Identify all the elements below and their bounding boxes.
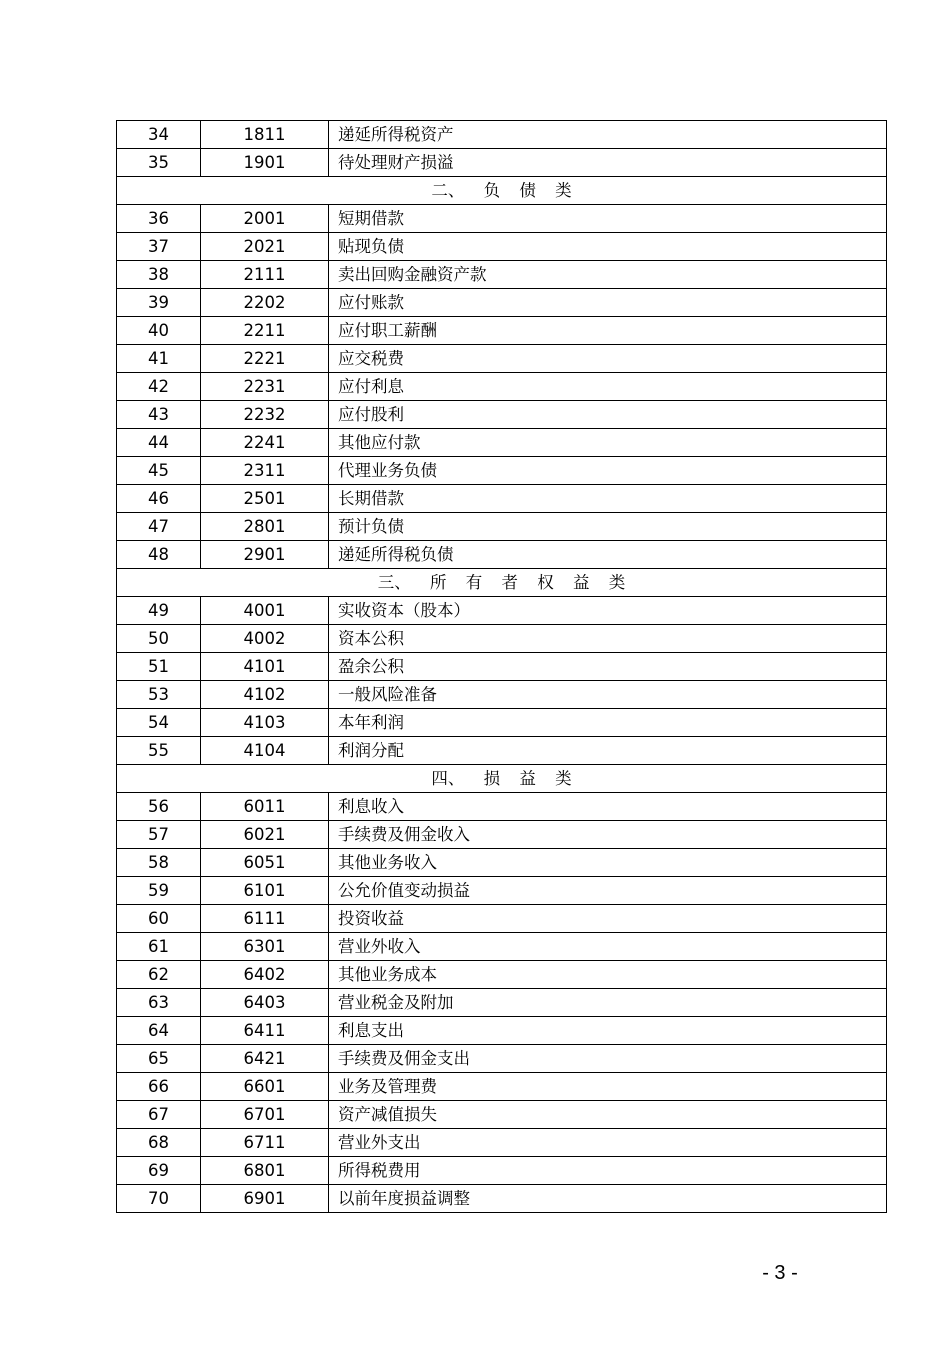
sequence-number: 68 (117, 1129, 201, 1157)
table-row (117, 989, 887, 1017)
sequence-number: 40 (117, 317, 201, 345)
account-code: 6901 (201, 1185, 329, 1213)
sequence-number: 53 (117, 681, 201, 709)
account-code: 4002 (201, 625, 329, 653)
table-row (117, 317, 887, 345)
sequence-number: 58 (117, 849, 201, 877)
sequence-number: 67 (117, 1101, 201, 1129)
account-code: 6801 (201, 1157, 329, 1185)
sequence-number: 46 (117, 485, 201, 513)
account-code: 2001 (201, 205, 329, 233)
account-code: 2231 (201, 373, 329, 401)
table-row (117, 345, 887, 373)
account-name: 递延所得税资产 (329, 121, 887, 149)
sequence-number: 42 (117, 373, 201, 401)
account-name: 应付股利 (329, 401, 887, 429)
account-code: 2801 (201, 513, 329, 541)
account-name: 业务及管理费 (329, 1073, 887, 1101)
table-row (117, 205, 887, 233)
table-row (117, 485, 887, 513)
account-name: 长期借款 (329, 485, 887, 513)
account-code: 6051 (201, 849, 329, 877)
account-name: 盈余公积 (329, 653, 887, 681)
section-title (117, 569, 887, 597)
section-title-text: 四、 损 益 类 (431, 769, 572, 788)
account-code: 6011 (201, 793, 329, 821)
account-code: 6701 (201, 1101, 329, 1129)
table-row (117, 709, 887, 737)
table-row (117, 121, 887, 149)
table-row (117, 233, 887, 261)
account-code: 4104 (201, 737, 329, 765)
table-row (117, 1045, 887, 1073)
sequence-number: 59 (117, 877, 201, 905)
table-row (117, 625, 887, 653)
sequence-number: 57 (117, 821, 201, 849)
account-name: 短期借款 (329, 205, 887, 233)
account-code: 4101 (201, 653, 329, 681)
sequence-number: 48 (117, 541, 201, 569)
account-name: 公允价值变动损益 (329, 877, 887, 905)
sequence-number: 66 (117, 1073, 201, 1101)
account-name: 营业税金及附加 (329, 989, 887, 1017)
account-code: 1901 (201, 149, 329, 177)
account-name: 卖出回购金融资产款 (329, 261, 887, 289)
account-name: 一般风险准备 (329, 681, 887, 709)
sequence-number: 60 (117, 905, 201, 933)
account-name: 其他业务收入 (329, 849, 887, 877)
sequence-number: 69 (117, 1157, 201, 1185)
sequence-number: 65 (117, 1045, 201, 1073)
sequence-number: 55 (117, 737, 201, 765)
table-row (117, 933, 887, 961)
account-code: 6301 (201, 933, 329, 961)
table-row (117, 541, 887, 569)
sequence-number: 36 (117, 205, 201, 233)
account-name: 手续费及佣金支出 (329, 1045, 887, 1073)
sequence-number: 47 (117, 513, 201, 541)
table-row (117, 1101, 887, 1129)
account-name: 利润分配 (329, 737, 887, 765)
section-header-row (117, 569, 887, 597)
account-name: 本年利润 (329, 709, 887, 737)
sequence-number: 38 (117, 261, 201, 289)
table-row (117, 737, 887, 765)
account-name: 贴现负债 (329, 233, 887, 261)
table-row (117, 289, 887, 317)
account-code: 2111 (201, 261, 329, 289)
table-row (117, 905, 887, 933)
table-row (117, 401, 887, 429)
sequence-number: 51 (117, 653, 201, 681)
table-row (117, 1185, 887, 1213)
table-row (117, 1017, 887, 1045)
sequence-number: 35 (117, 149, 201, 177)
account-name: 代理业务负债 (329, 457, 887, 485)
account-name: 利息支出 (329, 1017, 887, 1045)
account-code: 4103 (201, 709, 329, 737)
account-name: 资本公积 (329, 625, 887, 653)
sequence-number: 39 (117, 289, 201, 317)
account-code: 2021 (201, 233, 329, 261)
table-row (117, 961, 887, 989)
table-row (117, 149, 887, 177)
section-title (117, 177, 887, 205)
account-name: 资产减值损失 (329, 1101, 887, 1129)
account-code: 1811 (201, 121, 329, 149)
table-row (117, 1157, 887, 1185)
table-row (117, 513, 887, 541)
account-name: 应付账款 (329, 289, 887, 317)
sequence-number: 34 (117, 121, 201, 149)
account-code: 2241 (201, 429, 329, 457)
sequence-number: 62 (117, 961, 201, 989)
account-code: 2311 (201, 457, 329, 485)
account-code: 2211 (201, 317, 329, 345)
table-row (117, 877, 887, 905)
account-name: 应交税费 (329, 345, 887, 373)
account-code: 2232 (201, 401, 329, 429)
account-code: 6111 (201, 905, 329, 933)
sequence-number: 61 (117, 933, 201, 961)
account-code: 4001 (201, 597, 329, 625)
table-row (117, 681, 887, 709)
account-name: 其他应付款 (329, 429, 887, 457)
page-number: - 3 - (762, 1262, 798, 1284)
sequence-number: 49 (117, 597, 201, 625)
table-row (117, 1073, 887, 1101)
sequence-number: 45 (117, 457, 201, 485)
sequence-number: 64 (117, 1017, 201, 1045)
account-code: 2501 (201, 485, 329, 513)
table-row (117, 653, 887, 681)
table-row (117, 457, 887, 485)
section-header-row (117, 765, 887, 793)
section-title-text: 二、 负 债 类 (431, 181, 572, 200)
account-code: 6402 (201, 961, 329, 989)
account-code: 2901 (201, 541, 329, 569)
table-row (117, 821, 887, 849)
sequence-number: 41 (117, 345, 201, 373)
account-name: 应付职工薪酬 (329, 317, 887, 345)
account-name: 所得税费用 (329, 1157, 887, 1185)
account-name: 以前年度损益调整 (329, 1185, 887, 1213)
table-row (117, 597, 887, 625)
account-name: 应付利息 (329, 373, 887, 401)
sequence-number: 37 (117, 233, 201, 261)
table-row (117, 1129, 887, 1157)
account-name: 营业外支出 (329, 1129, 887, 1157)
sequence-number: 43 (117, 401, 201, 429)
account-code: 2202 (201, 289, 329, 317)
table-row (117, 849, 887, 877)
account-name: 实收资本（股本） (329, 597, 887, 625)
account-code: 4102 (201, 681, 329, 709)
accounts-table (116, 120, 887, 1213)
section-title-text: 三、 所 有 者 权 益 类 (377, 573, 626, 592)
account-name: 利息收入 (329, 793, 887, 821)
sequence-number: 56 (117, 793, 201, 821)
account-name: 预计负债 (329, 513, 887, 541)
table-row (117, 261, 887, 289)
account-code: 2221 (201, 345, 329, 373)
account-code: 6403 (201, 989, 329, 1017)
account-code: 6101 (201, 877, 329, 905)
account-code: 6421 (201, 1045, 329, 1073)
account-name: 投资收益 (329, 905, 887, 933)
accounts-table-body (117, 121, 887, 1213)
account-code: 6601 (201, 1073, 329, 1101)
table-row (117, 793, 887, 821)
account-name: 其他业务成本 (329, 961, 887, 989)
section-title (117, 765, 887, 793)
section-header-row (117, 177, 887, 205)
table-row (117, 373, 887, 401)
table-row (117, 429, 887, 457)
sequence-number: 63 (117, 989, 201, 1017)
sequence-number: 54 (117, 709, 201, 737)
account-code: 6711 (201, 1129, 329, 1157)
account-code: 6021 (201, 821, 329, 849)
sequence-number: 70 (117, 1185, 201, 1213)
sequence-number: 50 (117, 625, 201, 653)
account-name: 手续费及佣金收入 (329, 821, 887, 849)
account-name: 递延所得税负债 (329, 541, 887, 569)
account-name: 待处理财产损溢 (329, 149, 887, 177)
sequence-number: 44 (117, 429, 201, 457)
account-name: 营业外收入 (329, 933, 887, 961)
account-code: 6411 (201, 1017, 329, 1045)
